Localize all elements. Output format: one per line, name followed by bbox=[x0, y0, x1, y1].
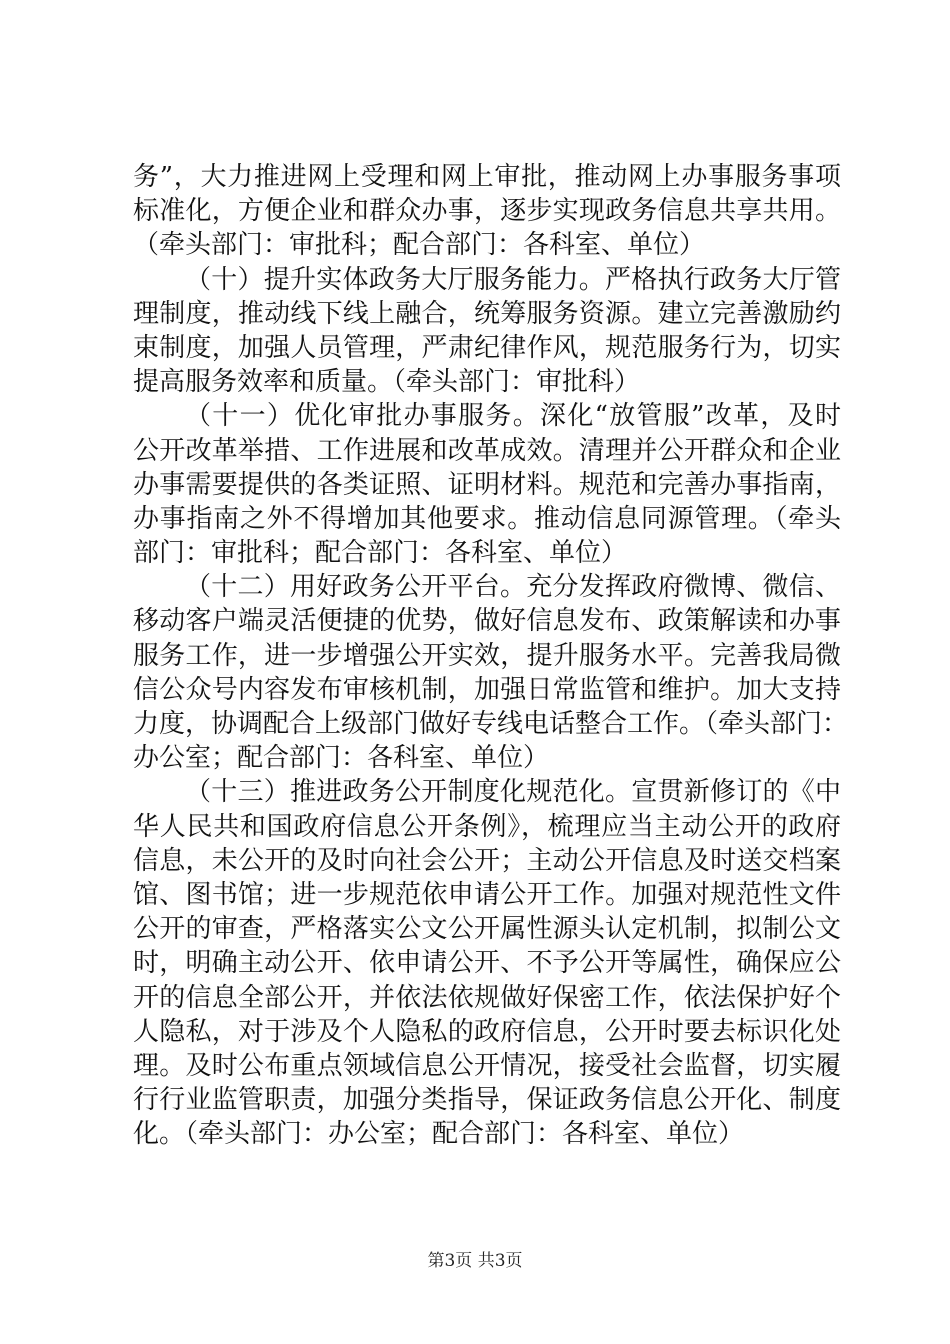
text-line: 务”，大力推进网上受理和网上审批，推动网上办事服务事项 bbox=[133, 162, 841, 192]
text-line: （十二）用好政务公开平台。充分发挥政府微博、微信、 bbox=[185, 572, 841, 603]
text-line: 束制度，加强人员管理，严肃纪律作风，规范服务行为，切实 bbox=[133, 332, 841, 363]
text-line: 办事指南之外不得增加其他要求。推动信息同源管理。（牵头 bbox=[133, 503, 841, 534]
text-line: 信公众号内容发布审核机制，加强日常监管和维护。加大支持 bbox=[133, 674, 841, 705]
text-line: （十一）优化审批办事服务。深化“放管服”改革，及时 bbox=[185, 401, 841, 432]
text-line: （牵头部门：审批科；配合部门：各科室、单位） bbox=[133, 230, 706, 261]
text-line: 化。（牵头部门：办公室；配合部门：各科室、单位） bbox=[133, 1119, 745, 1150]
text-line: 移动客户端灵活便捷的优势，做好信息发布、政策解读和办事 bbox=[133, 606, 841, 637]
text-line: 馆、图书馆；进一步规范依申请公开工作。加强对规范性文件 bbox=[133, 879, 841, 910]
text-line: 标准化，方便企业和群众办事，逐步实现政务信息共享共用。 bbox=[133, 196, 841, 227]
text-line: 公开改革举措、工作进展和改革成效。清理并公开群众和企业 bbox=[133, 435, 841, 466]
text-line: 行行业监管职责，加强分类指导，保证政务信息公开化、制度 bbox=[133, 1085, 841, 1116]
text-line: 信息，未公开的及时向社会公开；主动公开信息及时送交档案 bbox=[133, 845, 841, 876]
text-line: 办公室；配合部门：各科室、单位） bbox=[133, 743, 550, 774]
text-line: 人隐私，对于涉及个人隐私的政府信息，公开时要去标识化处 bbox=[133, 1016, 841, 1047]
page-footer: 第3页 共3页 bbox=[427, 1251, 523, 1271]
text-line: 服务工作，进一步增强公开实效，提升服务水平。完善我局微 bbox=[133, 640, 841, 671]
text-line: 时，明确主动公开、依申请公开、不予公开等属性，确保应公 bbox=[133, 948, 841, 979]
text-line: （十）提升实体政务大厅服务能力。严格执行政务大厅管 bbox=[185, 264, 841, 295]
text-line: 理制度，推动线下线上融合，统筹服务资源。建立完善激励约 bbox=[133, 298, 841, 329]
text-line: 部门：审批科；配合部门：各科室、单位） bbox=[133, 538, 628, 569]
text-line: 办事需要提供的各类证照、证明材料。规范和完善办事指南， bbox=[133, 469, 841, 500]
text-line: 华人民共和国政府信息公开条例》，梳理应当主动公开的政府 bbox=[133, 811, 841, 842]
text-line: 理。及时公布重点领域信息公开情况，接受社会监督，切实履 bbox=[133, 1050, 841, 1081]
text-line: 力度，协调配合上级部门做好专线电话整合工作。（牵头部门： bbox=[133, 709, 849, 739]
text-line: （十三）推进政务公开制度化规范化。宣贯新修订的《中 bbox=[185, 777, 841, 808]
document-body bbox=[133, 160, 849, 1151]
text-line: 公开的审查，严格落实公文公开属性源头认定机制，拟制公文 bbox=[133, 914, 841, 945]
text-line: 提高服务效率和质量。（牵头部门：审批科） bbox=[133, 367, 641, 398]
text-line: 开的信息全部公开，并依法依规做好保密工作，依法保护好个 bbox=[133, 982, 841, 1013]
